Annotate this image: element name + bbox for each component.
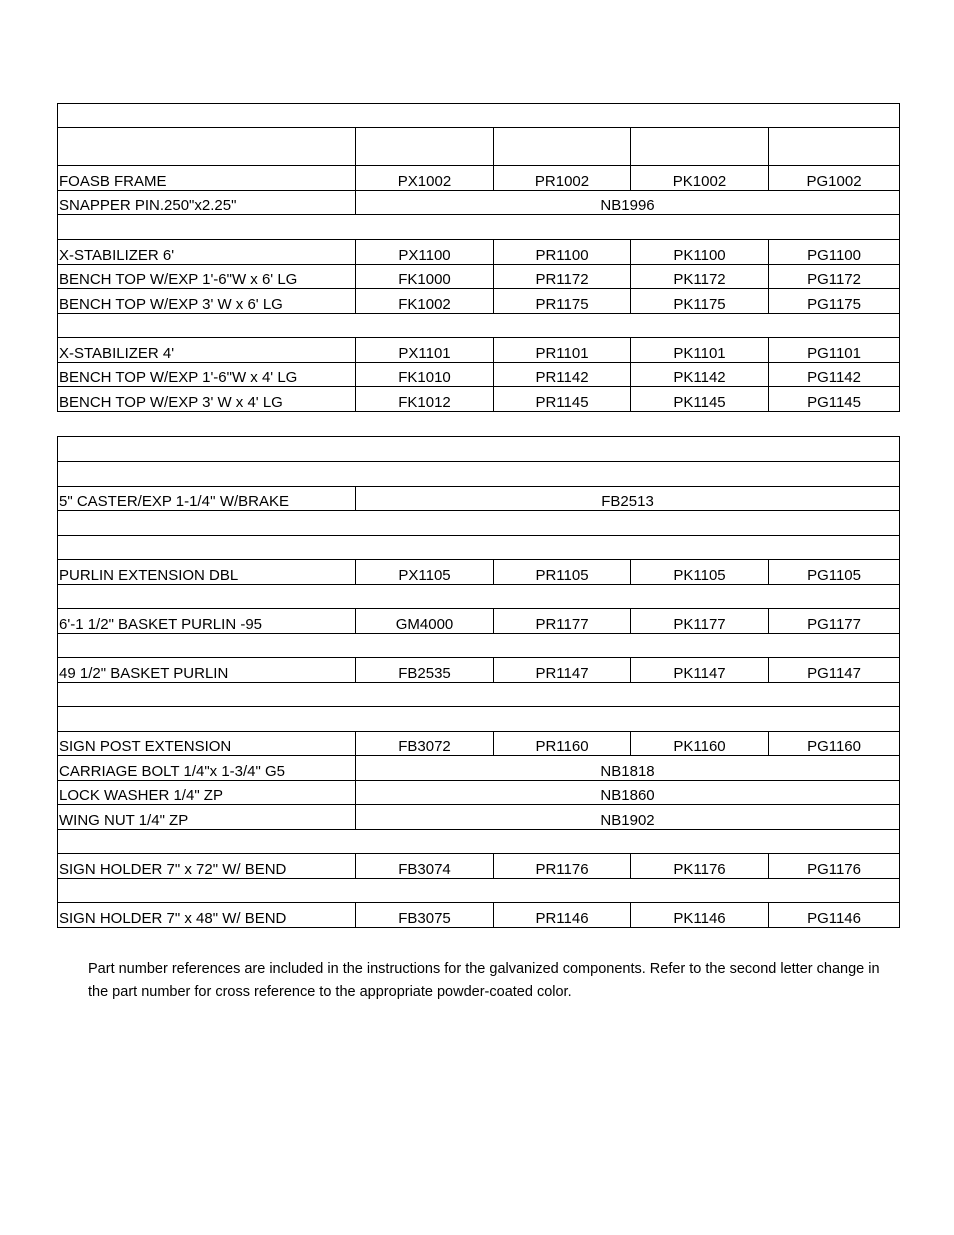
part-number: PG1177 xyxy=(769,609,900,634)
table-row xyxy=(58,781,900,805)
table-row xyxy=(58,166,900,191)
part-number: FK1010 xyxy=(356,363,494,387)
section-header-row xyxy=(58,707,900,732)
part-number: FB3072 xyxy=(356,732,494,756)
part-number: PK1142 xyxy=(631,363,769,387)
spacer-cell xyxy=(58,830,900,854)
table-row xyxy=(58,560,900,585)
part-number: FK1000 xyxy=(356,265,494,289)
part-number: PR1146 xyxy=(494,903,631,928)
table-row xyxy=(58,265,900,289)
part-number: PG1002 xyxy=(769,166,900,191)
part-number-common: FB2513 xyxy=(356,487,900,511)
part-number: PX1101 xyxy=(356,338,494,363)
part-number: PK1177 xyxy=(631,609,769,634)
part-description: FOASB FRAME xyxy=(58,166,356,191)
part-number: PR1145 xyxy=(494,387,631,412)
table-row xyxy=(58,363,900,387)
part-number: PK1145 xyxy=(631,387,769,412)
table-row xyxy=(58,240,900,265)
part-number: PG1142 xyxy=(769,363,900,387)
part-number: PR1105 xyxy=(494,560,631,585)
part-number: PK1147 xyxy=(631,658,769,683)
header-cell-color-1 xyxy=(356,128,494,166)
part-description: BENCH TOP W/EXP 3' W x 6' LG xyxy=(58,289,356,314)
part-number-common: NB1860 xyxy=(356,781,900,805)
part-number: PX1105 xyxy=(356,560,494,585)
footnote-text: Part number references are included in the instructions for the galvanized components. Refer to the second letter change in the part number for cross reference to the appropriate powder-coated color. xyxy=(88,960,880,1000)
part-number: PX1002 xyxy=(356,166,494,191)
table-title-row xyxy=(58,437,900,462)
table-row xyxy=(58,289,900,314)
part-description: SIGN HOLDER 7" x 72" W/ BEND xyxy=(58,854,356,879)
section-header-row xyxy=(58,462,900,487)
part-number: PK1172 xyxy=(631,265,769,289)
part-number: PG1160 xyxy=(769,732,900,756)
table-row xyxy=(58,805,900,830)
section-header-row xyxy=(58,536,900,560)
part-number: PG1147 xyxy=(769,658,900,683)
part-number: PR1175 xyxy=(494,289,631,314)
part-description: X-STABILIZER 6' xyxy=(58,240,356,265)
spacer-cell xyxy=(58,634,900,658)
part-description: WING NUT 1/4" ZP xyxy=(58,805,356,830)
part-description: PURLIN EXTENSION DBL xyxy=(58,560,356,585)
header-cell-color-3 xyxy=(631,128,769,166)
part-number: PG1146 xyxy=(769,903,900,928)
table-row xyxy=(58,756,900,781)
part-number: PK1160 xyxy=(631,732,769,756)
part-number: PG1105 xyxy=(769,560,900,585)
part-number: PR1160 xyxy=(494,732,631,756)
part-description: CARRIAGE BOLT 1/4"x 1-3/4" G5 xyxy=(58,756,356,781)
table-row xyxy=(58,609,900,634)
part-number: FK1002 xyxy=(356,289,494,314)
part-number: PX1100 xyxy=(356,240,494,265)
spacer-cell xyxy=(58,683,900,707)
table-row xyxy=(58,487,900,511)
part-number: PR1100 xyxy=(494,240,631,265)
title-cell xyxy=(58,437,900,462)
spacer-row xyxy=(58,314,900,338)
part-description: SIGN HOLDER 7" x 48" W/ BEND xyxy=(58,903,356,928)
spacer-cell xyxy=(58,879,900,903)
part-number: PK1002 xyxy=(631,166,769,191)
part-number: PR1147 xyxy=(494,658,631,683)
part-number: FB3074 xyxy=(356,854,494,879)
spacer-cell xyxy=(58,215,900,240)
part-number: PK1146 xyxy=(631,903,769,928)
parts-table-frames xyxy=(57,103,900,412)
part-description: BENCH TOP W/EXP 3' W x 4' LG xyxy=(58,387,356,412)
part-description: 5" CASTER/EXP 1-1/4'' W/BRAKE xyxy=(58,487,356,511)
part-number: PR1142 xyxy=(494,363,631,387)
part-number: FB3075 xyxy=(356,903,494,928)
section-header-cell xyxy=(58,462,900,487)
title-cell xyxy=(58,104,900,128)
spacer-row xyxy=(58,585,900,609)
part-description: 6'-1 1/2" BASKET PURLIN -95 xyxy=(58,609,356,634)
part-number-common: NB1902 xyxy=(356,805,900,830)
part-number: PK1105 xyxy=(631,560,769,585)
part-number: PK1176 xyxy=(631,854,769,879)
part-description: X-STABILIZER 4' xyxy=(58,338,356,363)
spacer-cell xyxy=(58,314,900,338)
section-header-cell xyxy=(58,536,900,560)
part-description: BENCH TOP W/EXP 1'-6"W x 6' LG xyxy=(58,265,356,289)
part-number: PG1175 xyxy=(769,289,900,314)
spacer-cell xyxy=(58,585,900,609)
part-number: PG1172 xyxy=(769,265,900,289)
part-number: GM4000 xyxy=(356,609,494,634)
spacer-row xyxy=(58,511,900,536)
part-number: PK1175 xyxy=(631,289,769,314)
part-description: 49 1/2" BASKET PURLIN xyxy=(58,658,356,683)
table-row xyxy=(58,658,900,683)
part-description: LOCK WASHER 1/4" ZP xyxy=(58,781,356,805)
header-cell-color-2 xyxy=(494,128,631,166)
table-row xyxy=(58,338,900,363)
header-cell-description xyxy=(58,128,356,166)
part-number-common: NB1996 xyxy=(356,191,900,215)
table-row xyxy=(58,387,900,412)
part-number: PR1172 xyxy=(494,265,631,289)
part-number: PR1002 xyxy=(494,166,631,191)
parts-table-accessories xyxy=(57,436,900,928)
table-row xyxy=(58,903,900,928)
part-number: PR1176 xyxy=(494,854,631,879)
part-number: FK1012 xyxy=(356,387,494,412)
table-title-row xyxy=(58,104,900,128)
part-number: PR1177 xyxy=(494,609,631,634)
spacer-row xyxy=(58,879,900,903)
part-number: PG1100 xyxy=(769,240,900,265)
part-number-common: NB1818 xyxy=(356,756,900,781)
spacer-row xyxy=(58,215,900,240)
spacer-row xyxy=(58,830,900,854)
part-number: PK1101 xyxy=(631,338,769,363)
section-header-cell xyxy=(58,707,900,732)
spacer-row xyxy=(58,683,900,707)
part-number: PK1100 xyxy=(631,240,769,265)
spacer-cell xyxy=(58,511,900,536)
part-description: SNAPPER PIN.250"x2.25" xyxy=(58,191,356,215)
part-number: PG1145 xyxy=(769,387,900,412)
part-description: BENCH TOP W/EXP 1'-6"W x 4' LG xyxy=(58,363,356,387)
header-cell-color-4 xyxy=(769,128,900,166)
part-number: PG1101 xyxy=(769,338,900,363)
column-header-row xyxy=(58,128,900,166)
table-row xyxy=(58,732,900,756)
part-description: SIGN POST EXTENSION xyxy=(58,732,356,756)
part-number: PG1176 xyxy=(769,854,900,879)
part-number: PR1101 xyxy=(494,338,631,363)
spacer-row xyxy=(58,634,900,658)
part-number: FB2535 xyxy=(356,658,494,683)
table-row xyxy=(58,191,900,215)
table-row xyxy=(58,854,900,879)
